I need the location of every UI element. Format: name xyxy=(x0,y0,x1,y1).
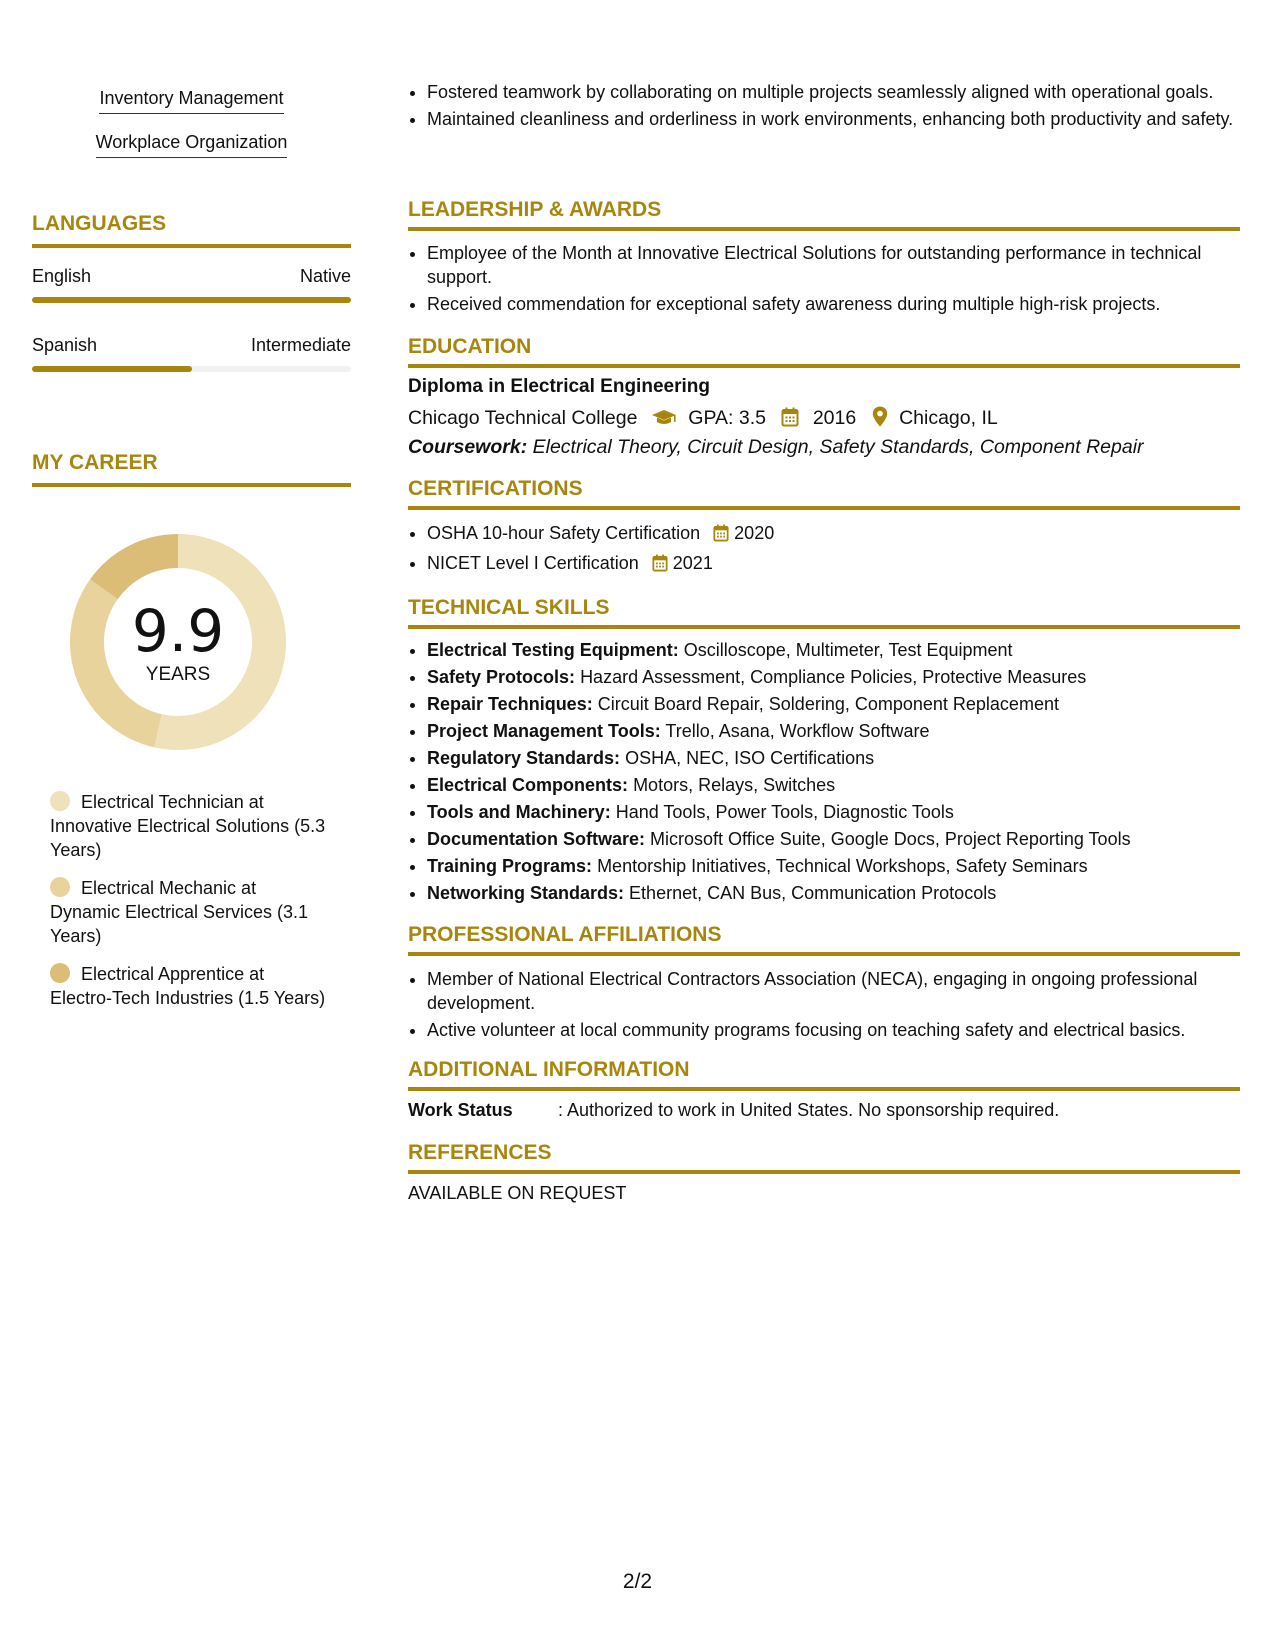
career-item xyxy=(50,790,330,862)
work-status-value: : Authorized to work in United States. No sponsorship required. xyxy=(558,1100,1060,1120)
technical-skills-heading: TECHNICAL SKILLS xyxy=(408,596,1240,629)
career-item xyxy=(50,876,330,948)
list-item: • Active volunteer at local community programs focusing on teaching safety and electrical basics. xyxy=(427,1018,1240,1042)
list-item: • Maintained cleanliness and orderliness in work environments, enhancing both productivity and safety. xyxy=(427,107,1240,131)
language-level: Intermediate xyxy=(250,335,351,355)
career-item-text: Electrical Mechanic at Dynamic Electrical Services (3.1 Years) xyxy=(50,878,309,946)
skill-category: Documentation Software: xyxy=(427,829,646,849)
list-item xyxy=(427,719,1240,743)
career-item-text: Electrical Apprentice at Electro-Tech Industries (1.5 Years) xyxy=(50,964,326,1008)
certifications-heading: CERTIFICATIONS xyxy=(408,477,1240,510)
skill-tag: Workplace Organization xyxy=(32,132,351,158)
list-item xyxy=(427,665,1240,689)
list-item: • Member of National Electrical Contractors Association (NECA), engaging in ongoing professional development. xyxy=(427,967,1240,1015)
list-item: • Employee of the Month at Innovative Electrical Solutions for outstanding performance in technical support. xyxy=(427,241,1240,289)
list-item xyxy=(427,521,1240,548)
career-heading: MY CAREER xyxy=(32,451,351,487)
language-bar-fill xyxy=(32,366,192,372)
skill-category: Repair Techniques: xyxy=(427,694,593,714)
skill-values: Ethernet, CAN Bus, Communication Protocols xyxy=(629,883,997,903)
skill-category: Tools and Machinery: xyxy=(427,802,611,822)
calendar-icon xyxy=(781,407,799,433)
list-item xyxy=(427,827,1240,851)
career-total-unit: YEARS xyxy=(145,664,211,685)
certification-year: 2020 xyxy=(734,523,775,543)
career-legend-dot xyxy=(50,963,70,983)
skill-values: Trello, Asana, Workflow Software xyxy=(665,721,930,741)
calendar-icon xyxy=(652,554,668,578)
certification-year: 2021 xyxy=(672,553,713,573)
leadership-list xyxy=(408,241,1240,319)
education-location: Chicago, IL xyxy=(899,407,998,429)
skill-category: Electrical Testing Equipment: xyxy=(427,640,679,660)
leadership-heading: LEADERSHIP & AWARDS xyxy=(408,198,1240,231)
skill-values: Motors, Relays, Switches xyxy=(633,775,836,795)
skill-values: Hazard Assessment, Compliance Policies, Protective Measures xyxy=(580,667,1087,687)
skill-values: Microsoft Office Suite, Google Docs, Project Reporting Tools xyxy=(650,829,1131,849)
list-item xyxy=(427,881,1240,905)
certification-name: OSHA 10-hour Safety Certification xyxy=(427,523,701,543)
career-item-text: Electrical Technician at Innovative Electrical Solutions (5.3 Years) xyxy=(50,792,326,860)
career-legend-dot xyxy=(50,877,70,897)
list-item xyxy=(427,692,1240,716)
education-year: 2016 xyxy=(812,407,857,429)
calendar-icon xyxy=(713,524,729,548)
career-total-value: 9.9 xyxy=(131,597,225,665)
language-bar-fill xyxy=(32,297,351,303)
work-status-row xyxy=(408,1100,1240,1121)
skill-values: Oscilloscope, Multimeter, Test Equipment xyxy=(683,640,1013,660)
graduation-cap-icon xyxy=(651,409,677,433)
education-heading: EDUCATION xyxy=(408,335,1240,368)
main-content xyxy=(408,0,1240,1650)
education-coursework xyxy=(408,436,1240,459)
technical-skills-list xyxy=(408,638,1240,908)
skill-category: Networking Standards: xyxy=(427,883,625,903)
additional-info-heading: ADDITIONAL INFORMATION xyxy=(408,1058,1240,1091)
list-item xyxy=(427,551,1240,578)
career-legend-dot xyxy=(50,791,70,811)
list-item xyxy=(427,800,1240,824)
map-pin-icon xyxy=(872,406,888,433)
skill-values: Circuit Board Repair, Soldering, Component Replacement xyxy=(597,694,1059,714)
skill-category: Electrical Components: xyxy=(427,775,629,795)
language-bar xyxy=(32,366,351,372)
list-item xyxy=(427,854,1240,878)
education-school: Chicago Technical College xyxy=(408,407,638,429)
education-gpa: GPA: 3.5 xyxy=(688,407,766,429)
language-bar xyxy=(32,297,351,303)
work-status-label: Work Status xyxy=(408,1100,513,1120)
skill-category: Regulatory Standards: xyxy=(427,748,621,768)
affiliations-list xyxy=(408,967,1240,1045)
skill-tag: Inventory Management xyxy=(32,88,351,114)
skill-category: Training Programs: xyxy=(427,856,593,876)
certifications-list xyxy=(408,521,1240,581)
skill-values: Hand Tools, Power Tools, Diagnostic Tools xyxy=(615,802,954,822)
page-number: 2/2 xyxy=(622,1570,653,1593)
list-item xyxy=(427,746,1240,770)
certification-name: NICET Level I Certification xyxy=(427,553,639,573)
language-name: Spanish xyxy=(32,335,98,355)
career-donut-chart xyxy=(66,530,290,754)
language-level: Native xyxy=(299,266,351,286)
skill-category: Safety Protocols: xyxy=(427,667,576,687)
language-row xyxy=(32,335,351,356)
references-text: AVAILABLE ON REQUEST xyxy=(408,1183,627,1203)
list-item: • Fostered teamwork by collaborating on multiple projects seamlessly aligned with operational goals. xyxy=(427,80,1240,104)
career-item xyxy=(50,962,330,1010)
list-item: • Received commendation for exceptional safety awareness during multiple high-risk projects. xyxy=(427,292,1240,316)
skill-category: Project Management Tools: xyxy=(427,721,661,741)
references-heading: REFERENCES xyxy=(408,1141,1240,1174)
skill-values: Mentorship Initiatives, Technical Workshops, Safety Seminars xyxy=(597,856,1088,876)
education-details xyxy=(408,406,1240,433)
list-item xyxy=(427,773,1240,797)
language-row xyxy=(32,266,351,287)
sidebar xyxy=(32,0,351,1650)
experience-bullets xyxy=(408,80,1240,134)
education-degree: Diploma in Electrical Engineering xyxy=(408,376,710,397)
skill-values: OSHA, NEC, ISO Certifications xyxy=(625,748,875,768)
list-item xyxy=(427,638,1240,662)
languages-heading: LANGUAGES xyxy=(32,212,351,248)
coursework-text: Electrical Theory, Circuit Design, Safety Standards, Component Repair xyxy=(532,436,1144,458)
language-name: English xyxy=(32,266,92,286)
affiliations-heading: PROFESSIONAL AFFILIATIONS xyxy=(408,923,1240,956)
coursework-label: Coursework: xyxy=(408,436,528,458)
